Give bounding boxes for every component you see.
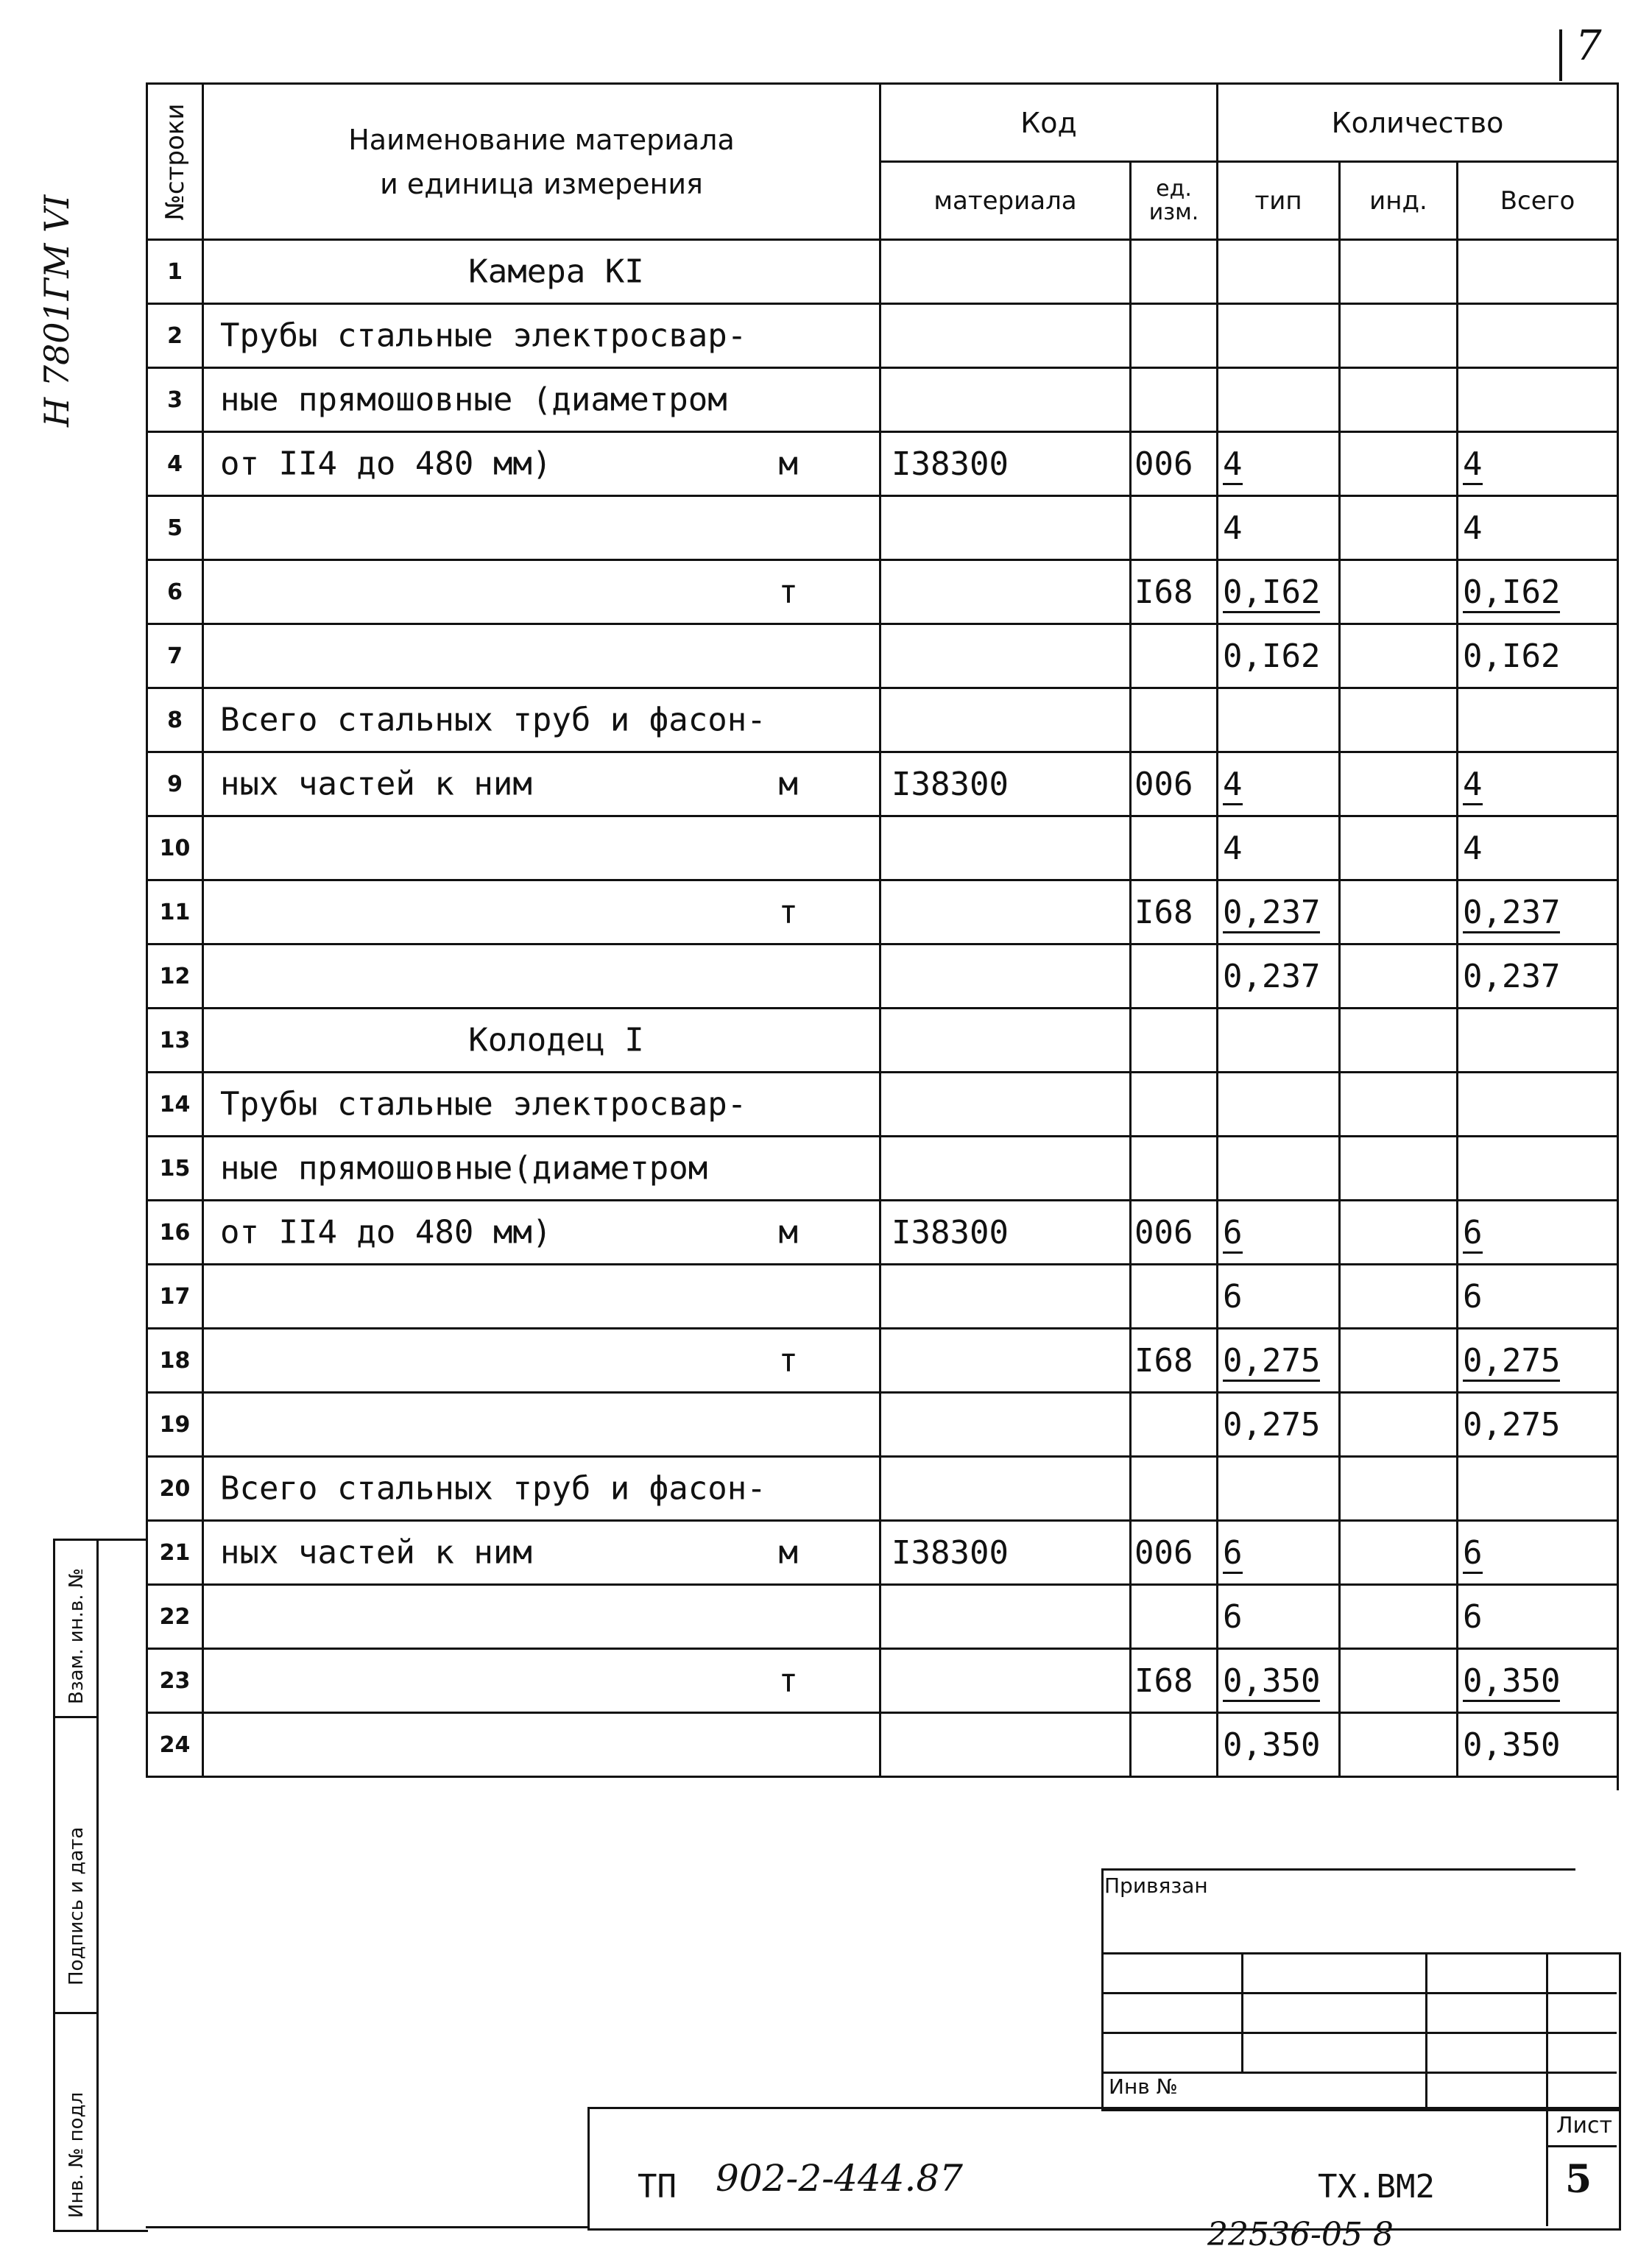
qty-ind <box>1340 1329 1458 1393</box>
table-row <box>147 1649 1618 1713</box>
qty-tip-value: 0,I62 <box>1223 637 1321 675</box>
qty-ind <box>1340 368 1458 432</box>
qty-total-value: 0,350 <box>1463 1726 1561 1764</box>
unit-code <box>1131 944 1218 1009</box>
unit-code <box>1131 816 1218 880</box>
qty-total-value: 0,237 <box>1463 894 1560 933</box>
material-code <box>880 1009 1131 1073</box>
qty-tip-value: 4 <box>1223 766 1243 805</box>
qty-total <box>1458 496 1618 560</box>
qty-tip <box>1218 1393 1340 1457</box>
qty-tip-value: 6 <box>1223 1277 1243 1316</box>
material-name-cell <box>203 944 880 1009</box>
title-block-sheet-line <box>1546 2145 1617 2147</box>
qty-total <box>1458 368 1618 432</box>
table-row <box>147 688 1618 752</box>
qty-tip-value: 4 <box>1223 509 1243 547</box>
material-name-cell <box>203 432 880 496</box>
material-code <box>880 880 1131 944</box>
material-code <box>880 560 1131 624</box>
material-name-cell <box>203 752 880 816</box>
page-number: 7 <box>1575 22 1602 70</box>
unit-code <box>1131 1713 1218 1777</box>
qty-tip-value: 0,350 <box>1223 1726 1321 1764</box>
qty-total-value: 0,275 <box>1463 1342 1560 1382</box>
side-label-vzam: Взам. ин.в. № <box>66 1568 88 1704</box>
row-number: 3 <box>147 368 203 432</box>
material-name: Трубы стальные электросвар- <box>220 317 747 355</box>
bottom-frame-line <box>146 2226 587 2228</box>
document-code: ТХ.ВМ2 <box>1318 2168 1435 2206</box>
material-name-cell <box>203 1457 880 1521</box>
qty-tip <box>1218 1201 1340 1265</box>
row-number: 16 <box>147 1201 203 1265</box>
qty-total <box>1458 1265 1618 1329</box>
material-name: Трубы стальные электросвар- <box>220 1085 747 1123</box>
qty-total-value: 0,I62 <box>1463 637 1561 675</box>
unit-code <box>1131 1265 1218 1329</box>
qty-total-value: 6 <box>1463 1597 1483 1636</box>
table-row <box>147 1201 1618 1265</box>
material-name: от II4 до 480 мм) <box>220 1213 552 1251</box>
row-number: 19 <box>147 1393 203 1457</box>
bottom-registration-number: 22536-05 8 <box>1207 2216 1394 2253</box>
unit-code: 006 <box>1131 752 1218 816</box>
qty-tip-value: 0,237 <box>1223 957 1321 995</box>
header-code: Код <box>880 84 1218 162</box>
qty-ind <box>1340 688 1458 752</box>
qty-total-value: 6 <box>1463 1534 1483 1574</box>
qty-tip <box>1218 1329 1340 1393</box>
table-row <box>147 816 1618 880</box>
unit-of-measure: м <box>778 1213 798 1251</box>
qty-ind <box>1340 1073 1458 1137</box>
material-name: Камера КI <box>468 253 644 291</box>
qty-tip <box>1218 1585 1340 1649</box>
material-code <box>880 368 1131 432</box>
table-row <box>147 1073 1618 1137</box>
qty-ind <box>1340 1649 1458 1713</box>
material-code <box>880 1265 1131 1329</box>
unit-of-measure: т <box>778 893 798 931</box>
material-name-cell <box>203 1329 880 1393</box>
qty-tip-value: 4 <box>1223 445 1243 485</box>
material-name: ные прямошовные (диаметром <box>220 381 727 419</box>
qty-ind <box>1340 240 1458 304</box>
header-quantity: Количество <box>1218 84 1618 162</box>
unit-code: 006 <box>1131 1521 1218 1585</box>
qty-total <box>1458 688 1618 752</box>
table-row <box>147 624 1618 688</box>
table-row <box>147 368 1618 432</box>
material-name-cell <box>203 304 880 368</box>
material-name-cell <box>203 688 880 752</box>
qty-tip <box>1218 752 1340 816</box>
material-code <box>880 944 1131 1009</box>
unit-code <box>1131 624 1218 688</box>
qty-total-value: 0,I62 <box>1463 573 1560 613</box>
qty-total <box>1458 624 1618 688</box>
qty-total <box>1458 304 1618 368</box>
qty-tip <box>1218 1137 1340 1201</box>
material-code <box>880 688 1131 752</box>
tp-label: ТП <box>638 2168 677 2206</box>
material-code: I38300 <box>880 752 1131 816</box>
material-code: I38300 <box>880 432 1131 496</box>
table-row <box>147 432 1618 496</box>
row-number: 1 <box>147 240 203 304</box>
qty-tip <box>1218 1265 1340 1329</box>
header-tip: тип <box>1218 162 1340 240</box>
row-number: 24 <box>147 1713 203 1777</box>
qty-ind <box>1340 1521 1458 1585</box>
row-number: 5 <box>147 496 203 560</box>
qty-total <box>1458 1329 1618 1393</box>
material-name-cell <box>203 368 880 432</box>
table-row <box>147 560 1618 624</box>
qty-ind <box>1340 1457 1458 1521</box>
qty-ind <box>1340 624 1458 688</box>
table-row <box>147 1137 1618 1201</box>
qty-total-value: 0,275 <box>1463 1405 1561 1444</box>
qty-total <box>1458 432 1618 496</box>
row-number: 18 <box>147 1329 203 1393</box>
table-row <box>147 944 1618 1009</box>
material-code <box>880 1137 1131 1201</box>
qty-ind <box>1340 560 1458 624</box>
qty-total-value: 4 <box>1463 445 1483 485</box>
qty-total-value: 4 <box>1463 829 1483 867</box>
stamp-grid-row <box>1101 2072 1617 2074</box>
qty-tip-value: 0,350 <box>1223 1662 1320 1702</box>
qty-total-value: 6 <box>1463 1214 1483 1254</box>
row-number: 20 <box>147 1457 203 1521</box>
material-name-cell <box>203 880 880 944</box>
qty-tip <box>1218 944 1340 1009</box>
row-number: 17 <box>147 1265 203 1329</box>
qty-tip <box>1218 1713 1340 1777</box>
qty-total-value: 0,237 <box>1463 957 1561 995</box>
row-number: 15 <box>147 1137 203 1201</box>
row-number: 22 <box>147 1585 203 1649</box>
qty-tip-value: 0,I62 <box>1223 573 1320 613</box>
qty-total <box>1458 1521 1618 1585</box>
row-number: 10 <box>147 816 203 880</box>
qty-ind <box>1340 1713 1458 1777</box>
unit-code <box>1131 1457 1218 1521</box>
table-row <box>147 1521 1618 1585</box>
qty-total <box>1458 1201 1618 1265</box>
qty-total <box>1458 1649 1618 1713</box>
row-number: 12 <box>147 944 203 1009</box>
row-number: 23 <box>147 1649 203 1713</box>
stamp-grid-col <box>1546 1952 1548 2107</box>
table-row <box>147 1457 1618 1521</box>
qty-tip-value: 4 <box>1223 829 1243 867</box>
material-code <box>880 1393 1131 1457</box>
material-code <box>880 1457 1131 1521</box>
material-name-cell <box>203 496 880 560</box>
material-name-cell <box>203 1649 880 1713</box>
row-number: 9 <box>147 752 203 816</box>
unit-code: I68 <box>1131 1329 1218 1393</box>
unit-of-measure: м <box>778 765 798 803</box>
material-name-cell <box>203 240 880 304</box>
unit-code <box>1131 688 1218 752</box>
unit-code: I68 <box>1131 880 1218 944</box>
qty-tip <box>1218 880 1340 944</box>
unit-code: I68 <box>1131 560 1218 624</box>
qty-tip <box>1218 304 1340 368</box>
stamp-privyazan: Привязан <box>1104 1874 1208 1898</box>
qty-tip <box>1218 1457 1340 1521</box>
qty-tip <box>1218 1073 1340 1137</box>
material-name-cell <box>203 560 880 624</box>
material-name-cell <box>203 1009 880 1073</box>
qty-tip <box>1218 688 1340 752</box>
qty-total <box>1458 1585 1618 1649</box>
table-row <box>147 880 1618 944</box>
unit-of-measure: т <box>778 573 798 611</box>
stamp-grid-col <box>1241 1952 1243 2072</box>
qty-total <box>1458 1073 1618 1137</box>
qty-tip <box>1218 1649 1340 1713</box>
unit-code <box>1131 1073 1218 1137</box>
qty-ind <box>1340 1585 1458 1649</box>
header-name: Наименование материала и единица измерения <box>203 84 880 240</box>
material-name-cell <box>203 1585 880 1649</box>
material-name: ные прямошовные(диаметром <box>220 1149 708 1187</box>
material-code <box>880 240 1131 304</box>
qty-tip <box>1218 368 1340 432</box>
material-code <box>880 1713 1131 1777</box>
side-label-inv-podl: Инв. № подл <box>66 2091 88 2218</box>
material-name-cell <box>203 1521 880 1585</box>
qty-tip <box>1218 624 1340 688</box>
side-stamp-block <box>53 1539 148 2232</box>
side-label-podpis: Подпись и дата <box>66 1826 88 1985</box>
qty-ind <box>1340 752 1458 816</box>
unit-of-measure: м <box>778 1533 798 1572</box>
row-number: 7 <box>147 624 203 688</box>
table-row <box>147 304 1618 368</box>
qty-tip <box>1218 240 1340 304</box>
stamp-grid-row <box>1101 2032 1617 2034</box>
qty-tip <box>1218 432 1340 496</box>
material-name-cell <box>203 1137 880 1201</box>
qty-tip <box>1218 496 1340 560</box>
material-name-cell <box>203 1393 880 1457</box>
unit-code: I68 <box>1131 1649 1218 1713</box>
table-row <box>147 1265 1618 1329</box>
stamp-top-line <box>1101 1868 1575 1871</box>
header-ind: инд. <box>1340 162 1458 240</box>
sheet-label: Лист <box>1556 2113 1613 2139</box>
header-total: Всего <box>1458 162 1618 240</box>
qty-total <box>1458 560 1618 624</box>
qty-total <box>1458 880 1618 944</box>
material-name: ных частей к ним <box>220 1533 532 1572</box>
unit-code <box>1131 1393 1218 1457</box>
material-name: ных частей к ним <box>220 765 532 803</box>
qty-total <box>1458 752 1618 816</box>
qty-ind <box>1340 880 1458 944</box>
unit-code: 006 <box>1131 432 1218 496</box>
material-code <box>880 624 1131 688</box>
page-number-bar <box>1559 29 1562 81</box>
material-code: I38300 <box>880 1201 1131 1265</box>
qty-total <box>1458 1713 1618 1777</box>
qty-total <box>1458 944 1618 1009</box>
row-number: 21 <box>147 1521 203 1585</box>
qty-total <box>1458 1457 1618 1521</box>
unit-of-measure: м <box>778 445 798 483</box>
material-code <box>880 1329 1131 1393</box>
qty-tip-value: 0,275 <box>1223 1342 1320 1382</box>
qty-total <box>1458 1393 1618 1457</box>
table-row <box>147 1329 1618 1393</box>
qty-total-value: 4 <box>1463 766 1483 805</box>
unit-code <box>1131 1137 1218 1201</box>
title-block-sheet-divider <box>1546 2107 1548 2226</box>
row-number: 4 <box>147 432 203 496</box>
material-code <box>880 1073 1131 1137</box>
material-name-cell <box>203 624 880 688</box>
qty-ind <box>1340 1009 1458 1073</box>
material-name-cell <box>203 1713 880 1777</box>
qty-total <box>1458 816 1618 880</box>
material-name-cell <box>203 1073 880 1137</box>
qty-tip <box>1218 816 1340 880</box>
qty-ind <box>1340 1393 1458 1457</box>
qty-ind <box>1340 1137 1458 1201</box>
row-number: 13 <box>147 1009 203 1073</box>
table-row <box>147 240 1618 304</box>
material-name: Колодец I <box>468 1021 644 1059</box>
project-number: 902-2-444.87 <box>716 2157 963 2200</box>
material-name: Всего стальных труб и фасон- <box>220 1469 766 1508</box>
materials-table <box>146 82 1619 1778</box>
qty-tip-value: 0,237 <box>1223 894 1320 933</box>
unit-code <box>1131 240 1218 304</box>
table-row <box>147 752 1618 816</box>
qty-ind <box>1340 432 1458 496</box>
material-code: I38300 <box>880 1521 1131 1585</box>
unit-code <box>1131 1585 1218 1649</box>
material-code <box>880 304 1131 368</box>
unit-code: 006 <box>1131 1201 1218 1265</box>
qty-ind <box>1340 496 1458 560</box>
stamp-grid-row <box>1101 1992 1617 1994</box>
table-row <box>147 1009 1618 1073</box>
unit-code <box>1131 304 1218 368</box>
material-name: Всего стальных труб и фасон- <box>220 701 766 739</box>
row-number: 14 <box>147 1073 203 1137</box>
qty-total <box>1458 240 1618 304</box>
qty-ind <box>1340 816 1458 880</box>
table-row <box>147 1393 1618 1457</box>
material-code <box>880 1585 1131 1649</box>
material-name-cell <box>203 1265 880 1329</box>
qty-tip <box>1218 560 1340 624</box>
qty-ind <box>1340 304 1458 368</box>
table-row <box>147 1713 1618 1777</box>
header-material: материала <box>880 162 1131 240</box>
qty-total <box>1458 1137 1618 1201</box>
qty-tip-value: 6 <box>1223 1214 1243 1254</box>
row-number: 2 <box>147 304 203 368</box>
material-name-cell <box>203 1201 880 1265</box>
qty-ind <box>1340 1265 1458 1329</box>
table-row <box>147 1585 1618 1649</box>
stamp-grid-col <box>1425 1952 1427 2107</box>
qty-ind <box>1340 944 1458 1009</box>
row-number: 6 <box>147 560 203 624</box>
unit-code <box>1131 1009 1218 1073</box>
material-code <box>880 1649 1131 1713</box>
material-code <box>880 496 1131 560</box>
unit-of-measure: т <box>778 1662 798 1700</box>
header-row-no: №строки <box>147 84 203 240</box>
qty-tip <box>1218 1521 1340 1585</box>
qty-total <box>1458 1009 1618 1073</box>
table-row <box>147 496 1618 560</box>
qty-tip <box>1218 1009 1340 1073</box>
qty-tip-value: 6 <box>1223 1534 1243 1574</box>
material-name: от II4 до 480 мм) <box>220 445 552 483</box>
side-stamp: Н 7801ГМ VI <box>37 194 77 427</box>
unit-of-measure: т <box>778 1341 798 1380</box>
unit-code <box>1131 368 1218 432</box>
right-frame-line <box>1617 82 1619 1790</box>
row-number: 8 <box>147 688 203 752</box>
qty-tip-value: 0,275 <box>1223 1405 1321 1444</box>
header-unit: ед. изм. <box>1131 162 1218 240</box>
stamp-inv-no: Инв № <box>1109 2074 1178 2099</box>
row-number: 11 <box>147 880 203 944</box>
qty-total-value: 6 <box>1463 1277 1483 1316</box>
qty-total-value: 4 <box>1463 509 1483 547</box>
qty-tip-value: 6 <box>1223 1597 1243 1636</box>
qty-ind <box>1340 1201 1458 1265</box>
qty-total-value: 0,350 <box>1463 1662 1560 1702</box>
sheet-number: 5 <box>1565 2157 1592 2202</box>
material-name-cell <box>203 816 880 880</box>
unit-code <box>1131 496 1218 560</box>
material-code <box>880 816 1131 880</box>
